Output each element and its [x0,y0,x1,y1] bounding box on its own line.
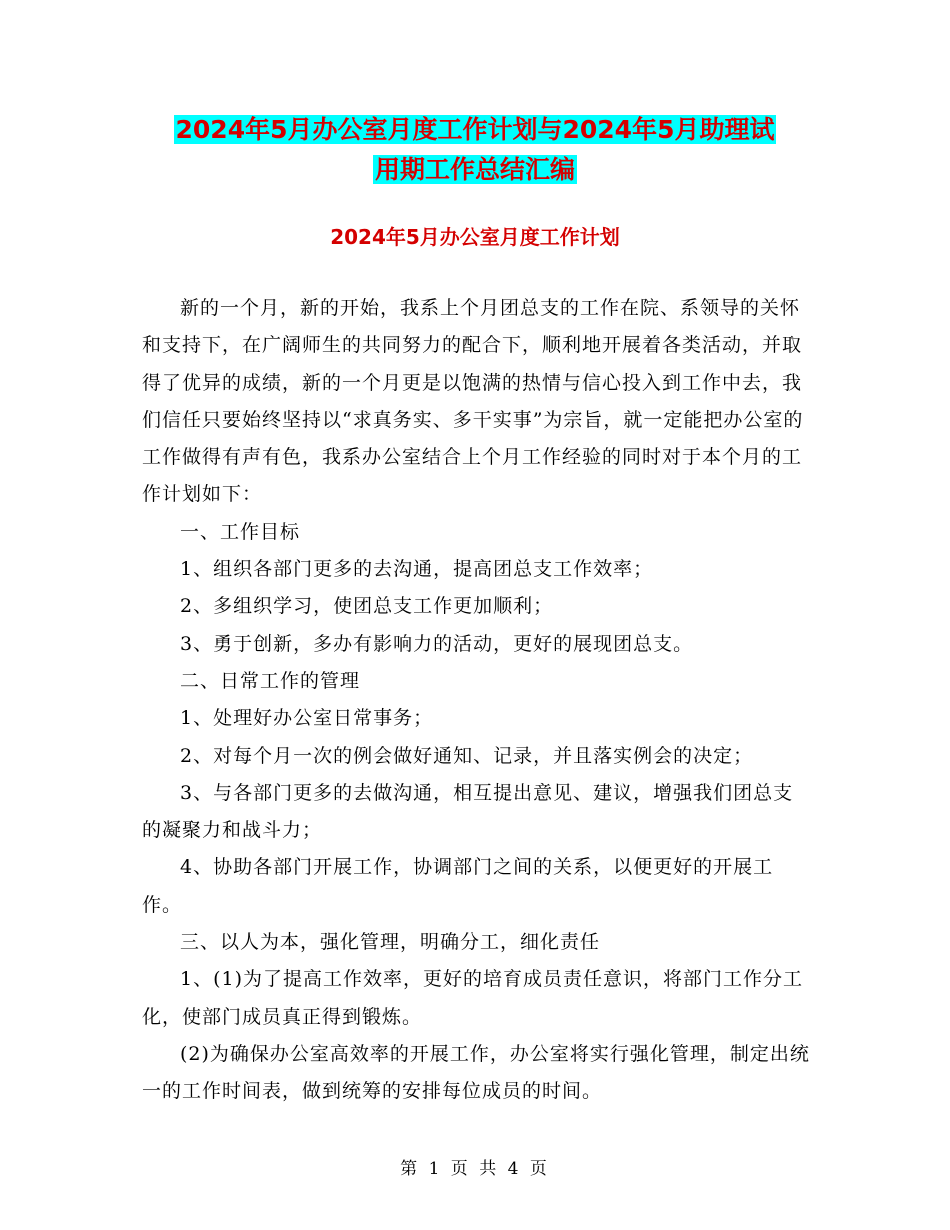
paragraph: 2、对每个月一次的例会做好通知、记录，并且落实例会的决定； [180,744,754,767]
paragraph: 3、与各部门更多的去做沟通，相互提出意见、建议，增强我们团总支的凝聚力和战斗力； [142,781,794,842]
paragraph: 新的一个月，新的开始，我系上个月团总支的工作在院、系领导的关怀和支持下，在广阔师生的共同努力的配合下，顺利地开展着各类活动，并取得了优异的成绩，新的一个月更是以饱满的热情与信心投入到工作中去，我们信任只要始终坚持以“求真务实、多干实事”为宗旨，就一定能把办公室的工作做得有声有色，我系办公室结合上个月工作经验的同时对于本个月的工作计划如下： [142,297,804,506]
page-footer: 第 1 页 共 4 页 [400,1159,550,1179]
paragraph: 1、处理好办公室日常事务； [180,707,434,730]
document-title [0,110,950,190]
paragraph: 三、以人为本，强化管理，明确分工，细化责任 [180,931,601,954]
paragraph: 3、勇于创新，多办有影响力的活动，更好的展现团总支。 [180,632,694,655]
title-line-1: 2024年5月办公室月度工作计划与2024年5月助理试 [175,115,775,144]
section-title: 2024年5月办公室月度工作计划 [330,225,620,249]
title-line-2: 用期工作总结汇编 [374,155,575,184]
paragraph: 二、日常工作的管理 [180,669,361,692]
body-text [142,290,810,1111]
paragraph: (2)为确保办公室高效率的开展工作，办公室将实行强化管理，制定出统一的工作时间表，做到统筹的安排每位成员的时间。 [142,1042,810,1103]
paragraph: 4、协助各部门开展工作，协调部门之间的关系，以便更好的开展工作。 [142,856,774,916]
paragraph: 一、工作目标 [180,520,301,543]
paragraph: 1、(1)为了提高工作效率，更好的培育成员责任意识，将部门工作分工化，使部门成员真正得到锻炼。 [142,968,804,1028]
paragraph: 1、组织各部门更多的去沟通，提高团总支工作效率； [180,558,654,581]
paragraph: 2、多组织学习，使团总支工作更加顺利； [180,595,554,618]
